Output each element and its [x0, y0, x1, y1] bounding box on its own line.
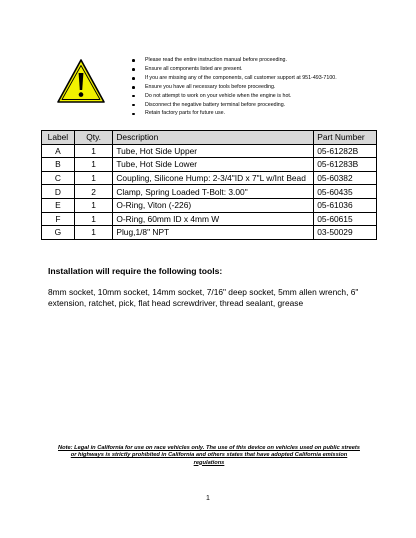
cell-part-number: 05-60435 [314, 185, 377, 199]
legal-note: Note: Legal in California for use on race vehicles only. The use of this device on vehicles used on public streets or highways is strictly prohibited in California and others states that have adopted California emission regulations [58, 445, 360, 466]
cell-qty: 1 [74, 226, 113, 240]
table-row [42, 226, 377, 240]
warning-item: Ensure all components listed are present. [130, 65, 410, 74]
cell-qty: 2 [74, 185, 113, 199]
warning-item: Do not attempt to work on your vehicle when the engine is hot. [130, 92, 410, 101]
cell-description: Tube, Hot Side Upper [113, 144, 314, 158]
cell-part-number: 05-61036 [314, 198, 377, 212]
tools-heading: Installation will require the following tools: [48, 266, 223, 276]
warning-item: Disconnect the negative battery terminal before proceeding. [130, 101, 410, 110]
cell-label: B [42, 158, 75, 172]
cell-label: E [42, 198, 75, 212]
warning-icon [56, 58, 106, 104]
warning-item: Ensure you have all necessary tools before proceeding. [130, 83, 410, 92]
cell-part-number: 05-60382 [314, 171, 377, 185]
table-row [42, 144, 377, 158]
table-row [42, 158, 377, 172]
header-description: Description [113, 131, 314, 145]
cell-description: Plug,1/8" NPT [113, 226, 314, 240]
cell-part-number: 03-50029 [314, 226, 377, 240]
table-header-row [42, 131, 377, 145]
cell-qty: 1 [74, 171, 113, 185]
table-row [42, 198, 377, 212]
warning-item: If you are missing any of the components, call customer support at 951-493-7100. [130, 74, 410, 83]
cell-label: G [42, 226, 75, 240]
cell-description: Clamp, Spring Loaded T-Bolt: 3.00" [113, 185, 314, 199]
table-row [42, 212, 377, 226]
cell-label: D [42, 185, 75, 199]
cell-description: O-Ring, Viton (-226) [113, 198, 314, 212]
cell-qty: 1 [74, 198, 113, 212]
warning-list [130, 56, 410, 118]
page-number: 1 [206, 495, 210, 502]
table-row [42, 171, 377, 185]
tools-list: 8mm socket, 10mm socket, 14mm socket, 7/16" deep socket, 5mm allen wrench, 6" extension, ratchet, pick, flat head screwdriver, thread sealant, grease [48, 287, 359, 308]
header-label: Label [42, 131, 75, 145]
cell-description: Tube, Hot Side Lower [113, 158, 314, 172]
cell-label: F [42, 212, 75, 226]
warning-item: Please read the entire instruction manual before proceeding. [130, 56, 410, 65]
cell-description: O-Ring, 60mm ID x 4mm W [113, 212, 314, 226]
cell-label: C [42, 171, 75, 185]
cell-qty: 1 [74, 144, 113, 158]
cell-description: Coupling, Silicone Hump: 2-3/4"ID x 7"L w/Int Bead [113, 171, 314, 185]
cell-qty: 1 [74, 212, 113, 226]
header-qty: Qty. [74, 131, 113, 145]
cell-label: A [42, 144, 75, 158]
cell-qty: 1 [74, 158, 113, 172]
cell-part-number: 05-61283B [314, 158, 377, 172]
parts-table [41, 130, 377, 240]
table-row [42, 185, 377, 199]
cell-part-number: 05-60615 [314, 212, 377, 226]
warning-item: Retain factory parts for future use. [130, 109, 410, 118]
cell-part-number: 05-61282B [314, 144, 377, 158]
header-part-number: Part Number [314, 131, 377, 145]
